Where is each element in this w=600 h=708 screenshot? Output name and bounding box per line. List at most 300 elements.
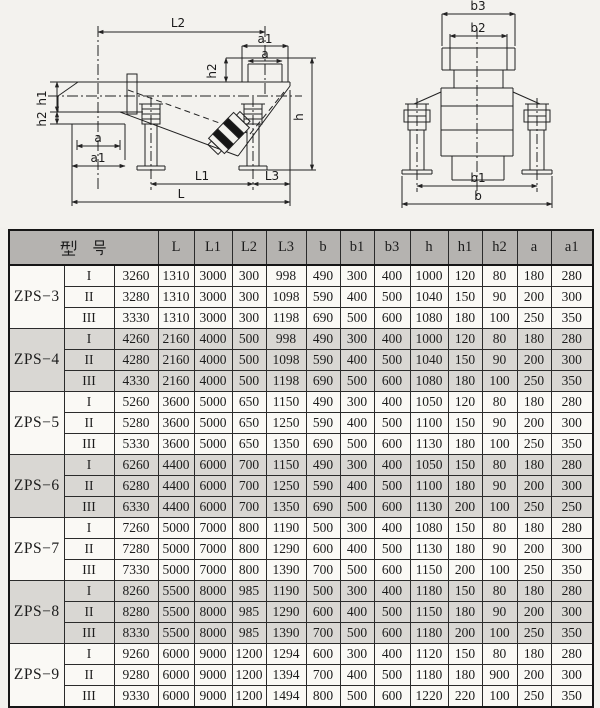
dim-value-cell: 250 <box>517 497 551 518</box>
variant-cell: I <box>64 644 114 665</box>
dim-value-cell: 280 <box>551 329 593 350</box>
dim-value-cell: 4280 <box>114 350 158 371</box>
dim-value-cell: 200 <box>517 287 551 308</box>
dim-value-cell: 150 <box>448 455 482 476</box>
dim-value-cell: 180 <box>517 644 551 665</box>
dim-value-cell: 5000 <box>194 434 232 455</box>
dim-value-cell: 3000 <box>194 265 232 287</box>
dim-value-cell: 2160 <box>158 371 194 392</box>
dim-value-cell: 6000 <box>194 476 232 497</box>
dim-value-cell: 590 <box>306 287 340 308</box>
model-name: ZPS−6 <box>9 455 64 518</box>
model-header-glyphs <box>10 239 158 256</box>
dim-value-cell: 1198 <box>266 371 306 392</box>
dim-value-cell: 1290 <box>266 602 306 623</box>
model-name: ZPS−8 <box>9 581 64 644</box>
dim-value-cell: 350 <box>551 434 593 455</box>
dim-header-b: b <box>306 230 340 265</box>
dim-value-cell: 90 <box>482 602 517 623</box>
dim-value-cell: 90 <box>482 350 517 371</box>
dim-value-cell: 300 <box>232 287 266 308</box>
dim-value-cell: 250 <box>517 371 551 392</box>
model-name: ZPS−5 <box>9 392 64 455</box>
variant-cell: II <box>64 413 114 434</box>
dim-value-cell: 490 <box>306 329 340 350</box>
dim-value-cell: 300 <box>340 581 374 602</box>
dim-value-cell: 7330 <box>114 560 158 581</box>
dim-value-cell: 8280 <box>114 602 158 623</box>
dim-value-cell: 1080 <box>410 371 448 392</box>
dim-value-cell: 1310 <box>158 287 194 308</box>
cjk-glyph-hao <box>91 239 108 256</box>
variant-cell: III <box>64 497 114 518</box>
variant-cell: I <box>64 329 114 350</box>
dim-value-cell: 500 <box>374 413 410 434</box>
dim-value-cell: 500 <box>374 539 410 560</box>
dim-value-cell: 200 <box>517 539 551 560</box>
dim-value-cell: 1200 <box>232 665 266 686</box>
dim-value-cell: 8330 <box>114 623 158 644</box>
dim-value-cell: 6000 <box>158 644 194 665</box>
dim-value-cell: 985 <box>232 602 266 623</box>
variant-cell: III <box>64 686 114 708</box>
dim-value-cell: 1120 <box>410 644 448 665</box>
dim-value-cell: 280 <box>551 644 593 665</box>
dim-value-cell: 9000 <box>194 665 232 686</box>
dim-value-cell: 500 <box>340 497 374 518</box>
dim-value-cell: 5000 <box>158 539 194 560</box>
dim-header-b1: b1 <box>340 230 374 265</box>
dim-value-cell: 6330 <box>114 497 158 518</box>
dim-value-cell: 1350 <box>266 497 306 518</box>
dim-value-cell: 1080 <box>410 308 448 329</box>
dim-value-cell: 200 <box>517 602 551 623</box>
dim-value-cell: 490 <box>306 392 340 413</box>
dim-value-cell: 180 <box>448 434 482 455</box>
dim-value-cell: 280 <box>551 455 593 476</box>
dim-header-h2: h2 <box>482 230 517 265</box>
dim-value-cell: 1050 <box>410 392 448 413</box>
dim-value-cell: 300 <box>551 539 593 560</box>
dim-value-cell: 998 <box>266 329 306 350</box>
variant-cell: II <box>64 602 114 623</box>
dim-value-cell: 1250 <box>266 476 306 497</box>
dim-value-cell: 180 <box>448 371 482 392</box>
dim-label-L1: L1 <box>194 169 210 183</box>
dim-value-cell: 3000 <box>194 308 232 329</box>
dim-value-cell: 5000 <box>158 560 194 581</box>
dim-value-cell: 1100 <box>410 476 448 497</box>
variant-cell: II <box>64 287 114 308</box>
dim-value-cell: 8000 <box>194 623 232 644</box>
dim-value-cell: 6000 <box>194 497 232 518</box>
dim-value-cell: 1250 <box>266 413 306 434</box>
dim-value-cell: 400 <box>340 350 374 371</box>
dim-value-cell: 1000 <box>410 265 448 287</box>
spec-row <box>9 665 593 686</box>
dim-value-cell: 590 <box>306 413 340 434</box>
dim-value-cell: 7000 <box>194 518 232 539</box>
dim-value-cell: 120 <box>448 265 482 287</box>
dim-value-cell: 100 <box>482 623 517 644</box>
dim-value-cell: 1310 <box>158 265 194 287</box>
dim-value-cell: 3000 <box>194 287 232 308</box>
dim-value-cell: 180 <box>517 392 551 413</box>
dim-label-b2: b2 <box>470 21 486 35</box>
dim-value-cell: 9000 <box>194 686 232 708</box>
dim-value-cell: 7000 <box>194 539 232 560</box>
dim-value-cell: 120 <box>448 329 482 350</box>
variant-cell: II <box>64 539 114 560</box>
variant-cell: III <box>64 371 114 392</box>
dim-value-cell: 5500 <box>158 623 194 644</box>
dim-value-cell: 500 <box>232 371 266 392</box>
dim-value-cell: 600 <box>374 434 410 455</box>
dim-value-cell: 3600 <box>158 434 194 455</box>
dim-value-cell: 6000 <box>158 665 194 686</box>
dim-value-cell: 1098 <box>266 350 306 371</box>
dim-value-cell: 1350 <box>266 434 306 455</box>
dim-header-h1: h1 <box>448 230 482 265</box>
dim-value-cell: 200 <box>448 623 482 644</box>
dim-value-cell: 400 <box>340 413 374 434</box>
dim-value-cell: 80 <box>482 581 517 602</box>
spec-row <box>9 623 593 644</box>
dim-value-cell: 150 <box>448 644 482 665</box>
dim-header-row <box>9 230 593 265</box>
dim-value-cell: 6000 <box>158 686 194 708</box>
spec-row <box>9 602 593 623</box>
spec-row <box>9 350 593 371</box>
dim-value-cell: 400 <box>340 602 374 623</box>
dim-value-cell: 650 <box>232 392 266 413</box>
dim-value-cell: 800 <box>232 560 266 581</box>
variant-cell: III <box>64 308 114 329</box>
dim-value-cell: 600 <box>374 497 410 518</box>
dim-value-cell: 180 <box>517 265 551 287</box>
dim-value-cell: 500 <box>374 287 410 308</box>
dim-value-cell: 500 <box>374 602 410 623</box>
rear-leg <box>239 97 267 190</box>
vibration-motor <box>205 109 253 157</box>
dim-value-cell: 700 <box>306 665 340 686</box>
dim-value-cell: 80 <box>482 392 517 413</box>
dim-value-cell: 500 <box>340 560 374 581</box>
dim-header-h: h <box>410 230 448 265</box>
dim-value-cell: 4000 <box>194 329 232 350</box>
dim-value-cell: 250 <box>517 308 551 329</box>
dim-value-cell: 6260 <box>114 455 158 476</box>
dim-value-cell: 500 <box>340 623 374 644</box>
dim-value-cell: 900 <box>482 665 517 686</box>
variant-cell: III <box>64 623 114 644</box>
dim-value-cell: 650 <box>232 434 266 455</box>
dim-value-cell: 1130 <box>410 539 448 560</box>
dim-value-cell: 1494 <box>266 686 306 708</box>
dim-value-cell: 250 <box>517 623 551 644</box>
dim-value-cell: 500 <box>306 581 340 602</box>
dim-value-cell: 800 <box>232 539 266 560</box>
dim-value-cell: 9260 <box>114 644 158 665</box>
dim-value-cell: 590 <box>306 476 340 497</box>
dim-value-cell: 4400 <box>158 497 194 518</box>
dim-value-cell: 690 <box>306 308 340 329</box>
dim-value-cell: 300 <box>340 265 374 287</box>
dim-value-cell: 700 <box>232 455 266 476</box>
dim-value-cell: 7000 <box>194 560 232 581</box>
variant-cell: III <box>64 434 114 455</box>
dim-label-h1: h1 <box>35 90 49 106</box>
dim-value-cell: 150 <box>448 287 482 308</box>
dim-value-cell: 100 <box>482 686 517 708</box>
dim-value-cell: 120 <box>448 392 482 413</box>
variant-cell: I <box>64 392 114 413</box>
dim-value-cell: 3600 <box>158 413 194 434</box>
dim-value-cell: 3280 <box>114 287 158 308</box>
dim-header-a: a <box>517 230 551 265</box>
dim-value-cell: 3330 <box>114 308 158 329</box>
dim-value-cell: 280 <box>551 518 593 539</box>
dim-value-cell: 3260 <box>114 265 158 287</box>
dim-value-cell: 150 <box>448 413 482 434</box>
dim-header-a1: a1 <box>551 230 593 265</box>
dim-value-cell: 80 <box>482 265 517 287</box>
dim-header-b3: b3 <box>374 230 410 265</box>
dim-label-a-outlet: a <box>261 47 269 61</box>
dim-value-cell: 500 <box>340 308 374 329</box>
dim-value-cell: 500 <box>374 665 410 686</box>
dim-value-cell: 500 <box>340 434 374 455</box>
dim-value-cell: 1394 <box>266 665 306 686</box>
dim-value-cell: 600 <box>374 371 410 392</box>
dim-value-cell: 500 <box>340 371 374 392</box>
dim-value-cell: 90 <box>482 287 517 308</box>
dim-label-b: b <box>474 189 482 203</box>
dim-value-cell: 5000 <box>194 413 232 434</box>
dim-value-cell: 1180 <box>410 623 448 644</box>
dim-label-h2-inlet: h2 <box>35 111 49 127</box>
dim-value-cell: 500 <box>374 350 410 371</box>
dim-value-cell: 300 <box>340 518 374 539</box>
dim-value-cell: 200 <box>517 350 551 371</box>
dim-header-L2: L2 <box>232 230 266 265</box>
dim-value-cell: 80 <box>482 329 517 350</box>
dim-header-L: L <box>158 230 194 265</box>
dim-value-cell: 1150 <box>410 560 448 581</box>
dim-value-cell: 1040 <box>410 287 448 308</box>
dim-value-cell: 200 <box>448 497 482 518</box>
dim-value-cell: 1198 <box>266 308 306 329</box>
variant-cell: II <box>64 665 114 686</box>
dim-value-cell: 300 <box>340 392 374 413</box>
dim-value-cell: 1220 <box>410 686 448 708</box>
dim-value-cell: 300 <box>551 602 593 623</box>
dim-value-cell: 250 <box>517 560 551 581</box>
spec-table-body <box>9 265 593 707</box>
spec-row <box>9 644 593 665</box>
spec-table-section <box>0 227 600 708</box>
dim-value-cell: 5260 <box>114 392 158 413</box>
dim-value-cell: 400 <box>374 518 410 539</box>
dim-value-cell: 80 <box>482 518 517 539</box>
dim-value-cell: 350 <box>551 308 593 329</box>
dim-value-cell: 400 <box>340 539 374 560</box>
dim-value-cell: 90 <box>482 539 517 560</box>
dim-value-cell: 400 <box>374 581 410 602</box>
dim-value-cell: 400 <box>374 265 410 287</box>
dim-value-cell: 1290 <box>266 539 306 560</box>
dim-value-cell: 280 <box>551 581 593 602</box>
dim-value-cell: 80 <box>482 455 517 476</box>
dim-value-cell: 500 <box>340 686 374 708</box>
dim-value-cell: 1190 <box>266 518 306 539</box>
dim-value-cell: 3600 <box>158 392 194 413</box>
dim-label-b1: b1 <box>470 171 486 185</box>
dim-label-h2-outlet: h2 <box>205 63 219 79</box>
dim-label-b3: b3 <box>470 0 486 13</box>
dim-value-cell: 90 <box>482 413 517 434</box>
spec-row <box>9 392 593 413</box>
dim-value-cell: 100 <box>482 497 517 518</box>
dim-value-cell: 180 <box>448 539 482 560</box>
dim-value-cell: 250 <box>517 434 551 455</box>
spec-row <box>9 455 593 476</box>
dim-value-cell: 4400 <box>158 476 194 497</box>
dim-value-cell: 400 <box>374 455 410 476</box>
dim-value-cell: 250 <box>517 686 551 708</box>
dim-value-cell: 200 <box>517 476 551 497</box>
dim-value-cell: 150 <box>448 350 482 371</box>
dim-value-cell: 180 <box>517 329 551 350</box>
dimension-spec-table <box>8 229 594 708</box>
model-name: ZPS−4 <box>9 329 64 392</box>
technical-drawings <box>0 0 600 227</box>
dim-value-cell: 100 <box>482 308 517 329</box>
dim-value-cell: 1130 <box>410 497 448 518</box>
spec-row <box>9 308 593 329</box>
dim-value-cell: 300 <box>340 455 374 476</box>
dim-value-cell: 400 <box>340 287 374 308</box>
dim-value-cell: 9330 <box>114 686 158 708</box>
dim-value-cell: 100 <box>482 560 517 581</box>
dim-label-L3: L3 <box>264 169 280 183</box>
dim-value-cell: 490 <box>306 455 340 476</box>
end-view-left-leg <box>402 98 432 192</box>
dim-value-cell: 500 <box>374 476 410 497</box>
spec-row <box>9 413 593 434</box>
dim-value-cell: 1180 <box>410 665 448 686</box>
dim-value-cell: 1098 <box>266 287 306 308</box>
dim-value-cell: 590 <box>306 350 340 371</box>
dim-value-cell: 200 <box>517 665 551 686</box>
dim-value-cell: 350 <box>551 560 593 581</box>
model-name: ZPS−9 <box>9 644 64 708</box>
spec-row <box>9 518 593 539</box>
dim-value-cell: 350 <box>551 686 593 708</box>
dim-value-cell: 300 <box>551 287 593 308</box>
spec-row <box>9 371 593 392</box>
dim-label-h: h <box>292 113 306 121</box>
dim-value-cell: 1100 <box>410 413 448 434</box>
dim-value-cell: 4400 <box>158 455 194 476</box>
model-name: ZPS−7 <box>9 518 64 581</box>
spec-row <box>9 497 593 518</box>
dim-value-cell: 690 <box>306 434 340 455</box>
dim-label-L2: L2 <box>170 16 186 30</box>
dim-value-cell: 600 <box>306 602 340 623</box>
dim-value-cell: 300 <box>551 413 593 434</box>
dim-value-cell: 600 <box>306 539 340 560</box>
dim-value-cell: 100 <box>482 371 517 392</box>
dim-value-cell: 6000 <box>194 455 232 476</box>
spec-row <box>9 476 593 497</box>
spec-row <box>9 539 593 560</box>
dim-header-L1: L1 <box>194 230 232 265</box>
dim-value-cell: 650 <box>232 413 266 434</box>
dim-value-cell: 220 <box>448 686 482 708</box>
dim-value-cell: 180 <box>448 476 482 497</box>
dim-value-cell: 500 <box>232 350 266 371</box>
dim-value-cell: 1200 <box>232 686 266 708</box>
dim-value-cell: 1080 <box>410 518 448 539</box>
front-leg <box>137 97 165 190</box>
dim-value-cell: 300 <box>340 329 374 350</box>
variant-cell: I <box>64 518 114 539</box>
model-name: ZPS−3 <box>9 265 64 329</box>
dim-value-cell: 690 <box>306 497 340 518</box>
dim-value-cell: 1310 <box>158 308 194 329</box>
dim-value-cell: 8000 <box>194 602 232 623</box>
dim-value-cell: 5330 <box>114 434 158 455</box>
dim-value-cell: 80 <box>482 644 517 665</box>
dim-value-cell: 280 <box>551 392 593 413</box>
dim-value-cell: 90 <box>482 476 517 497</box>
dim-value-cell: 180 <box>517 581 551 602</box>
dim-value-cell: 9000 <box>194 644 232 665</box>
dim-value-cell: 5500 <box>158 581 194 602</box>
model-column-header <box>9 230 158 265</box>
dim-value-cell: 5500 <box>158 602 194 623</box>
dim-label-a1-outlet: a1 <box>257 32 273 46</box>
dim-value-cell: 180 <box>517 518 551 539</box>
dim-value-cell: 180 <box>517 455 551 476</box>
dim-value-cell: 180 <box>448 308 482 329</box>
cjk-glyph-xing <box>60 239 77 256</box>
spec-row <box>9 581 593 602</box>
dim-value-cell: 180 <box>448 665 482 686</box>
dim-value-cell: 5000 <box>194 392 232 413</box>
spec-row <box>9 265 593 287</box>
dim-value-cell: 700 <box>306 560 340 581</box>
dim-value-cell: 2160 <box>158 350 194 371</box>
dim-value-cell: 1390 <box>266 560 306 581</box>
dim-value-cell: 985 <box>232 623 266 644</box>
dim-value-cell: 400 <box>374 329 410 350</box>
dim-value-cell: 300 <box>340 644 374 665</box>
dim-value-cell: 400 <box>340 665 374 686</box>
spec-row <box>9 560 593 581</box>
dim-label-a1-inlet: a1 <box>90 151 106 165</box>
dim-value-cell: 400 <box>374 392 410 413</box>
dim-value-cell: 1040 <box>410 350 448 371</box>
end-view-right-leg <box>522 98 552 192</box>
dim-value-cell: 998 <box>266 265 306 287</box>
dim-value-cell: 400 <box>374 644 410 665</box>
variant-cell: II <box>64 350 114 371</box>
variant-cell: I <box>64 581 114 602</box>
dim-header-L3: L3 <box>266 230 306 265</box>
dim-label-L: L <box>177 187 185 201</box>
